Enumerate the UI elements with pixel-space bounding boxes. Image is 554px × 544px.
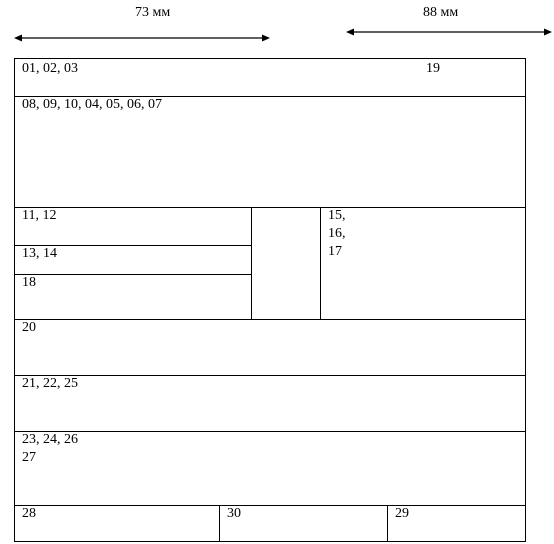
field-main: 08, 09, 10, 04, 05, 06, 07 <box>22 97 162 112</box>
field-header-right: 19 <box>426 61 440 76</box>
divider-mid-right <box>320 207 321 319</box>
divider-bottom-1 <box>219 505 220 541</box>
right-width-arrow <box>346 26 552 38</box>
divider-main <box>15 207 525 208</box>
divider-row-23 <box>15 505 525 506</box>
divider-bottom-2 <box>387 505 388 541</box>
field-bottom-middle: 30 <box>227 506 241 521</box>
field-bottom-right: 29 <box>395 506 409 521</box>
divider-left-b <box>15 274 251 275</box>
form-layout <box>14 58 526 542</box>
field-right-block: 15, 16, 17 <box>328 208 346 259</box>
divider-mid-left <box>251 207 252 319</box>
field-row-23-line1: 23, 24, 26 <box>22 432 78 447</box>
divider-row-20 <box>15 375 525 376</box>
left-width-arrow <box>14 32 270 44</box>
right-width-label: 88 мм <box>423 5 459 20</box>
field-left-c: 18 <box>22 275 36 290</box>
field-header-left: 01, 02, 03 <box>22 61 78 76</box>
left-width-label: 73 мм <box>135 5 171 20</box>
field-row-20: 20 <box>22 320 36 335</box>
field-left-b: 13, 14 <box>22 246 57 261</box>
field-row-23-line2: 27 <box>22 450 36 465</box>
divider-middle <box>15 319 525 320</box>
field-left-a: 11, 12 <box>22 208 57 223</box>
divider-row-21 <box>15 431 525 432</box>
field-row-21: 21, 22, 25 <box>22 376 78 391</box>
field-bottom-left: 28 <box>22 506 36 521</box>
